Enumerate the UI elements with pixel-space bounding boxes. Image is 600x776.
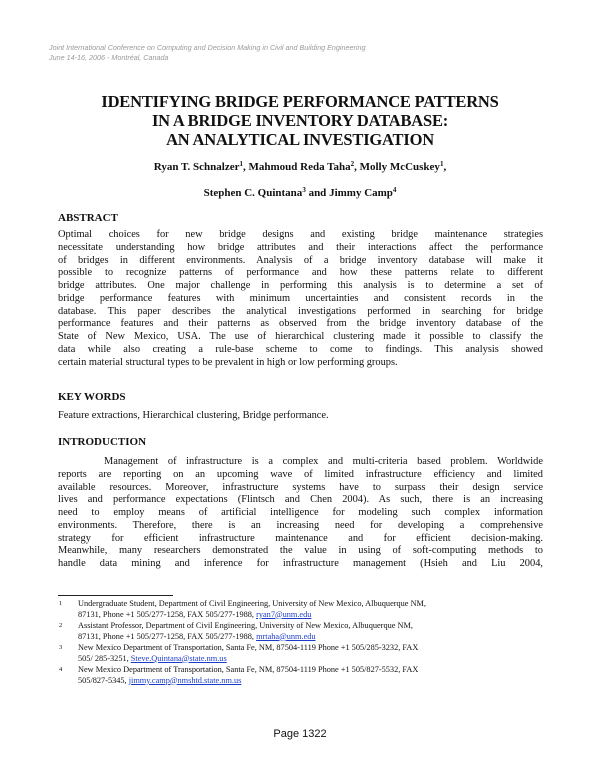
abstract-line: of bridges in different environments. Analysis of a bridge inventory database will make it [58, 254, 543, 266]
introduction-body [58, 456, 543, 571]
footnote-line: New Mexico Department of Transportation, Santa Fe, NM, 87504-1119 Phone +1 505/827-5532, FAX [78, 665, 419, 674]
page-number: Page 1322 [273, 728, 327, 740]
footnotes [58, 599, 543, 687]
footnote-contact: 505/ 285-3251, [78, 653, 131, 663]
footnote [58, 621, 543, 642]
abstract-line: Optimal choices for new bridge designs and existing bridge maintenance strategies [58, 229, 543, 240]
conference-date-location: June 14-16, 2006 - Montréal, Canada [49, 53, 169, 62]
abstract-line: certain material structural types to be prevalent in high or low performing groups. [58, 356, 398, 368]
title-line-1: IDENTIFYING BRIDGE PERFORMANCE PATTERNS [101, 92, 499, 111]
abstract-line: bridge performance features with minimum uncertainties and consistent records in the [58, 292, 543, 304]
introduction-line: need to employ means of artificial intelligence for modeling such complex information [58, 507, 543, 518]
authors-line-1: Ryan T. Schnalzer$^1$, Mahmoud Reda Taha$^2$, Molly McCuskey$^1$, [153, 160, 447, 173]
introduction-line: available resources. Moreover, infrastructure systems have to surpass their design service [58, 481, 543, 493]
footnote-contact: 87131, Phone +1 505/277-1258, FAX 505/277-1988, [78, 609, 257, 619]
abstract-line: State of New Mexico, USA. The use of hierarchical clustering made it possible to classify the [58, 331, 543, 342]
conference-name: Joint International Conference on Computing and Decision Making in Civil and Building Engineering [49, 43, 366, 52]
footnote-contact: 87131, Phone +1 505/277-1258, FAX 505/277-1988, [78, 631, 257, 641]
footnote-line: New Mexico Department of Transportation, Santa Fe, NM, 87504-1119 Phone +1 505/285-3232, FAX [78, 643, 419, 652]
introduction-line: lives and performance expectations (Flintsch and Chen 2004). As such, there is an increasing [58, 494, 543, 506]
abstract-line: possible to recognize patterns of performance and how these patterns relate to different [58, 267, 543, 279]
footnote-number: 3 [59, 644, 63, 651]
footnote-contact: 505/827-5345, [78, 675, 129, 685]
abstract-line: data while also creating a rule-base scheme to come to findings. This analysis showed [58, 343, 543, 355]
footnote-email-link[interactable]: mrtaha@unm.edu [256, 631, 316, 641]
footnote-email-link[interactable]: jimmy.camp@nmshtd.state.nm.us [128, 675, 242, 685]
footnote-line [78, 654, 543, 665]
introduction-line: Management of infrastructure is a complex and multi-criteria based problem. Worldwide [104, 456, 543, 467]
keywords-heading: KEY WORDS [58, 391, 126, 403]
footnote [58, 665, 543, 686]
author-name: Stephen C. Quintana [203, 187, 303, 199]
title-line-3: AN ANALYTICAL INVESTIGATION [166, 130, 434, 149]
footnote-line [78, 610, 543, 621]
abstract-body [58, 229, 543, 369]
footnote-line [78, 632, 543, 643]
footnote-email-link[interactable]: Steve.Quintana@state.nm.us [130, 653, 227, 663]
title-line-2: IN A BRIDGE INVENTORY DATABASE: [151, 111, 449, 130]
author-affiliation-mark: 2 [350, 160, 355, 168]
footnote [58, 599, 543, 620]
introduction-line: Meanwhile, many researchers demonstrated the value in using of soft-computing methods to [58, 545, 543, 557]
footnote-number: 2 [59, 622, 63, 629]
abstract-heading: ABSTRACT [58, 212, 118, 224]
introduction-line: environments. Therefore, there is an increasing need for developing a comprehensive [58, 519, 543, 531]
keywords-body [58, 410, 543, 423]
footnote-line: Undergraduate Student, Department of Civil Engineering, University of New Mexico, Albuquerque NM, [78, 599, 427, 608]
abstract-line: necessitate understanding how bridge attributes and their interactions affect the performance [58, 241, 543, 253]
footnote [58, 643, 543, 664]
author-name: Jimmy Camp [329, 187, 393, 199]
introduction-heading: INTRODUCTION [58, 436, 147, 448]
abstract-line: performance features and their patterns as observed from the bridge inventory database of the [58, 318, 543, 330]
footnote-email-link[interactable]: ryan7@unm.edu [256, 609, 312, 619]
author-name: Molly McCuskey [359, 161, 440, 173]
abstract-line: database. This paper describes the analytical investigations performed in searching for bridge [58, 305, 543, 317]
footnote-number: 1 [59, 600, 63, 607]
author-conjunction: and [308, 187, 327, 199]
introduction-line: handle data mining and inference for infrastructure management (Hsieh and Liu 2004, [58, 558, 543, 569]
conference-header [49, 43, 365, 63]
authors-line-2 [49, 186, 551, 200]
footnote-number: 4 [59, 666, 63, 673]
introduction-line: strategy for efficient infrastructure maintenance and for efficient decision-making. [58, 532, 543, 544]
abstract-line: bridge attributes. One major challenge in performing this analysis is to determine a set of [58, 280, 543, 291]
footnote-line: Assistant Professor, Department of Civil Engineering, University of New Mexico, Albuquerque NM, [78, 621, 413, 630]
paper-title [49, 92, 551, 149]
author-name: Mahmoud Reda Taha [248, 161, 351, 173]
introduction-line: reports are reporting on an upcoming wave of limited infrastructure efficiency and limited [58, 468, 543, 480]
keywords-text: Feature extractions, Hierarchical clustering, Bridge performance. [58, 410, 329, 421]
footnote-separator [58, 595, 173, 596]
author-name: Ryan T. Schnalzer [153, 161, 240, 173]
author-affiliation-mark: 3 [302, 186, 306, 194]
author-affiliation-mark: 4 [392, 186, 397, 194]
author-affiliation-mark: 1 [439, 160, 444, 168]
author-affiliation-mark: 1 [239, 160, 243, 168]
footnote-line [78, 676, 543, 687]
